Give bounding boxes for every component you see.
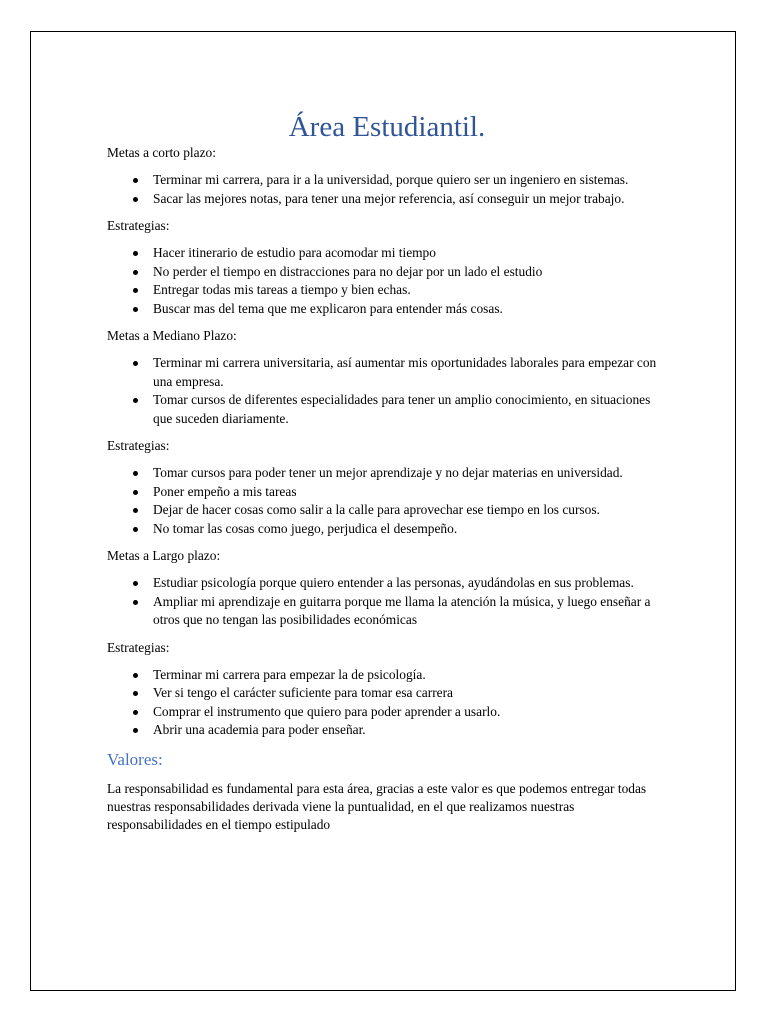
list-item: Hacer itinerario de estudio para acomodar mi tiempo bbox=[153, 244, 667, 263]
document-title: Área Estudiantil. bbox=[288, 111, 486, 143]
section-label-short-term: Metas a corto plazo: bbox=[107, 145, 216, 160]
list-item: No perder el tiempo en distracciones para no dejar por un lado el estudio bbox=[153, 263, 667, 282]
values-heading: Valores: bbox=[107, 749, 163, 769]
list-item: Terminar mi carrera para empezar la de psicología. bbox=[153, 666, 667, 685]
list-item: Entregar todas mis tareas a tiempo y bien echas. bbox=[153, 281, 667, 300]
section-label-medium-term-strategies: Estrategias: bbox=[107, 438, 170, 453]
section-label-medium-term: Metas a Mediano Plazo: bbox=[107, 328, 237, 343]
list-item: Poner empeño a mis tareas bbox=[153, 483, 667, 502]
medium-term-goals-list bbox=[107, 354, 667, 428]
list-item: Tomar cursos de diferentes especialidades para tener un amplio conocimiento, en situaciones que suceden diariamente. bbox=[153, 391, 667, 428]
list-item: Dejar de hacer cosas como salir a la calle para aprovechar ese tiempo en los cursos. bbox=[153, 501, 667, 520]
list-item: Abrir una academia para poder enseñar. bbox=[153, 721, 667, 740]
long-term-strategies-list bbox=[107, 666, 667, 740]
medium-term-strategies-list bbox=[107, 464, 667, 538]
short-term-goals-list bbox=[107, 171, 667, 208]
document-content bbox=[107, 32, 667, 834]
list-item: No tomar las cosas como juego, perjudica el desempeño. bbox=[153, 520, 667, 539]
list-item: Comprar el instrumento que quiero para poder aprender a usarlo. bbox=[153, 703, 667, 722]
list-item: Sacar las mejores notas, para tener una mejor referencia, así conseguir un mejor trabajo. bbox=[153, 190, 667, 209]
document-page bbox=[30, 31, 736, 991]
short-term-strategies-list bbox=[107, 244, 667, 318]
section-label-long-term: Metas a Largo plazo: bbox=[107, 548, 221, 563]
list-item: Estudiar psicología porque quiero entender a las personas, ayudándolas en sus problemas. bbox=[153, 574, 667, 593]
values-paragraph: La responsabilidad es fundamental para esta área, gracias a este valor es que podemos entregar todas nuestras responsabilidades derivada viene la puntualidad, en el que realizamos nuestras responsabilidades en el tiempo estipulado bbox=[107, 780, 647, 832]
section-label-long-term-strategies: Estrategias: bbox=[107, 639, 170, 655]
section-label-short-term-strategies: Estrategias: bbox=[107, 218, 170, 233]
list-item: Tomar cursos para poder tener un mejor aprendizaje y no dejar materias en universidad. bbox=[153, 464, 667, 483]
long-term-goals-list bbox=[107, 574, 667, 630]
list-item: Terminar mi carrera universitaria, así aumentar mis oportunidades laborales para empezar con una empresa. bbox=[153, 354, 667, 391]
list-item: Terminar mi carrera, para ir a la universidad, porque quiero ser un ingeniero en sistemas. bbox=[153, 171, 667, 190]
list-item: Ampliar mi aprendizaje en guitarra porque me llama la atención la música, y luego enseñar a otros que no tengan las posibilidades económicas bbox=[153, 593, 667, 630]
list-item: Ver si tengo el carácter suficiente para tomar esa carrera bbox=[153, 684, 667, 703]
list-item: Buscar mas del tema que me explicaron para entender más cosas. bbox=[153, 300, 667, 319]
